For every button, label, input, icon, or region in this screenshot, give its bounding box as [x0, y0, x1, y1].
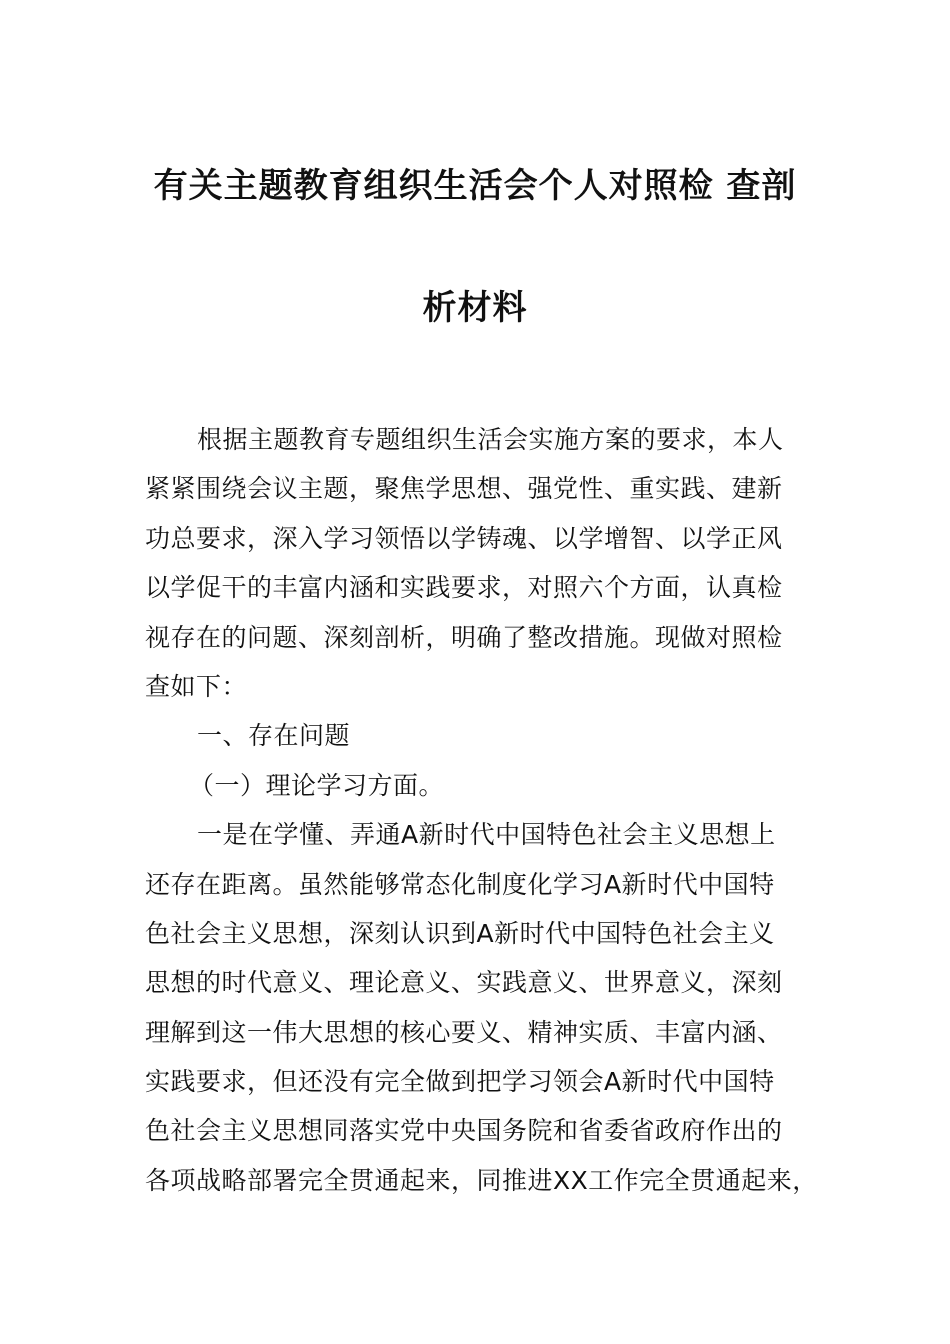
paragraph-line: 视存在的问题、深刻剖析，明确了整改措施。现做对照检 [145, 622, 783, 652]
paragraph-line: 各项战略部署完全贯通起来，同推进XX工作完全贯通起来， [145, 1165, 818, 1195]
document-title-line-2: 析材料 [422, 288, 528, 328]
paragraph-line: 还存在距离。虽然能够常态化制度化学习A新时代中国特 [145, 869, 775, 899]
paragraph-line: 一是在学懂、弄通A新时代中国特色社会主义思想上 [197, 820, 776, 850]
paragraph-line: 实践要求，但还没有完全做到把学习领会A新时代中国特 [145, 1067, 775, 1097]
paragraph-line: 思想的时代意义、理论意义、实践意义、世界意义，深刻 [145, 968, 783, 998]
paragraph-line: 以学促干的丰富内涵和实践要求，对照六个方面，认真检 [145, 573, 783, 603]
paragraph-line: 功总要求，深入学习领悟以学铸魂、以学增智、以学正风 [145, 523, 783, 553]
section-heading: 一、存在问题 [197, 721, 351, 751]
paragraph-line: 查如下： [145, 671, 248, 701]
paragraph-line: 根据主题教育专题组织生活会实施方案的要求，本人 [197, 425, 784, 454]
paragraph-line: 理解到这一伟大思想的核心要义、精神实质、丰富内涵、 [145, 1017, 783, 1047]
paragraph-line: 色社会主义思想同落实党中央国务院和省委省政府作出的 [145, 1116, 783, 1146]
subsection-heading: （一）理论学习方面。 [189, 770, 445, 800]
paragraph-line: 紧紧围绕会议主题，聚焦学思想、强党性、重实践、建新 [145, 474, 783, 504]
document-body [145, 415, 818, 1205]
paragraph-line: 色社会主义思想，深刻认识到A新时代中国特色社会主义 [145, 918, 775, 948]
document-title-line-1: 有关主题教育组织生活会个人对照检 查剖 [153, 166, 797, 206]
